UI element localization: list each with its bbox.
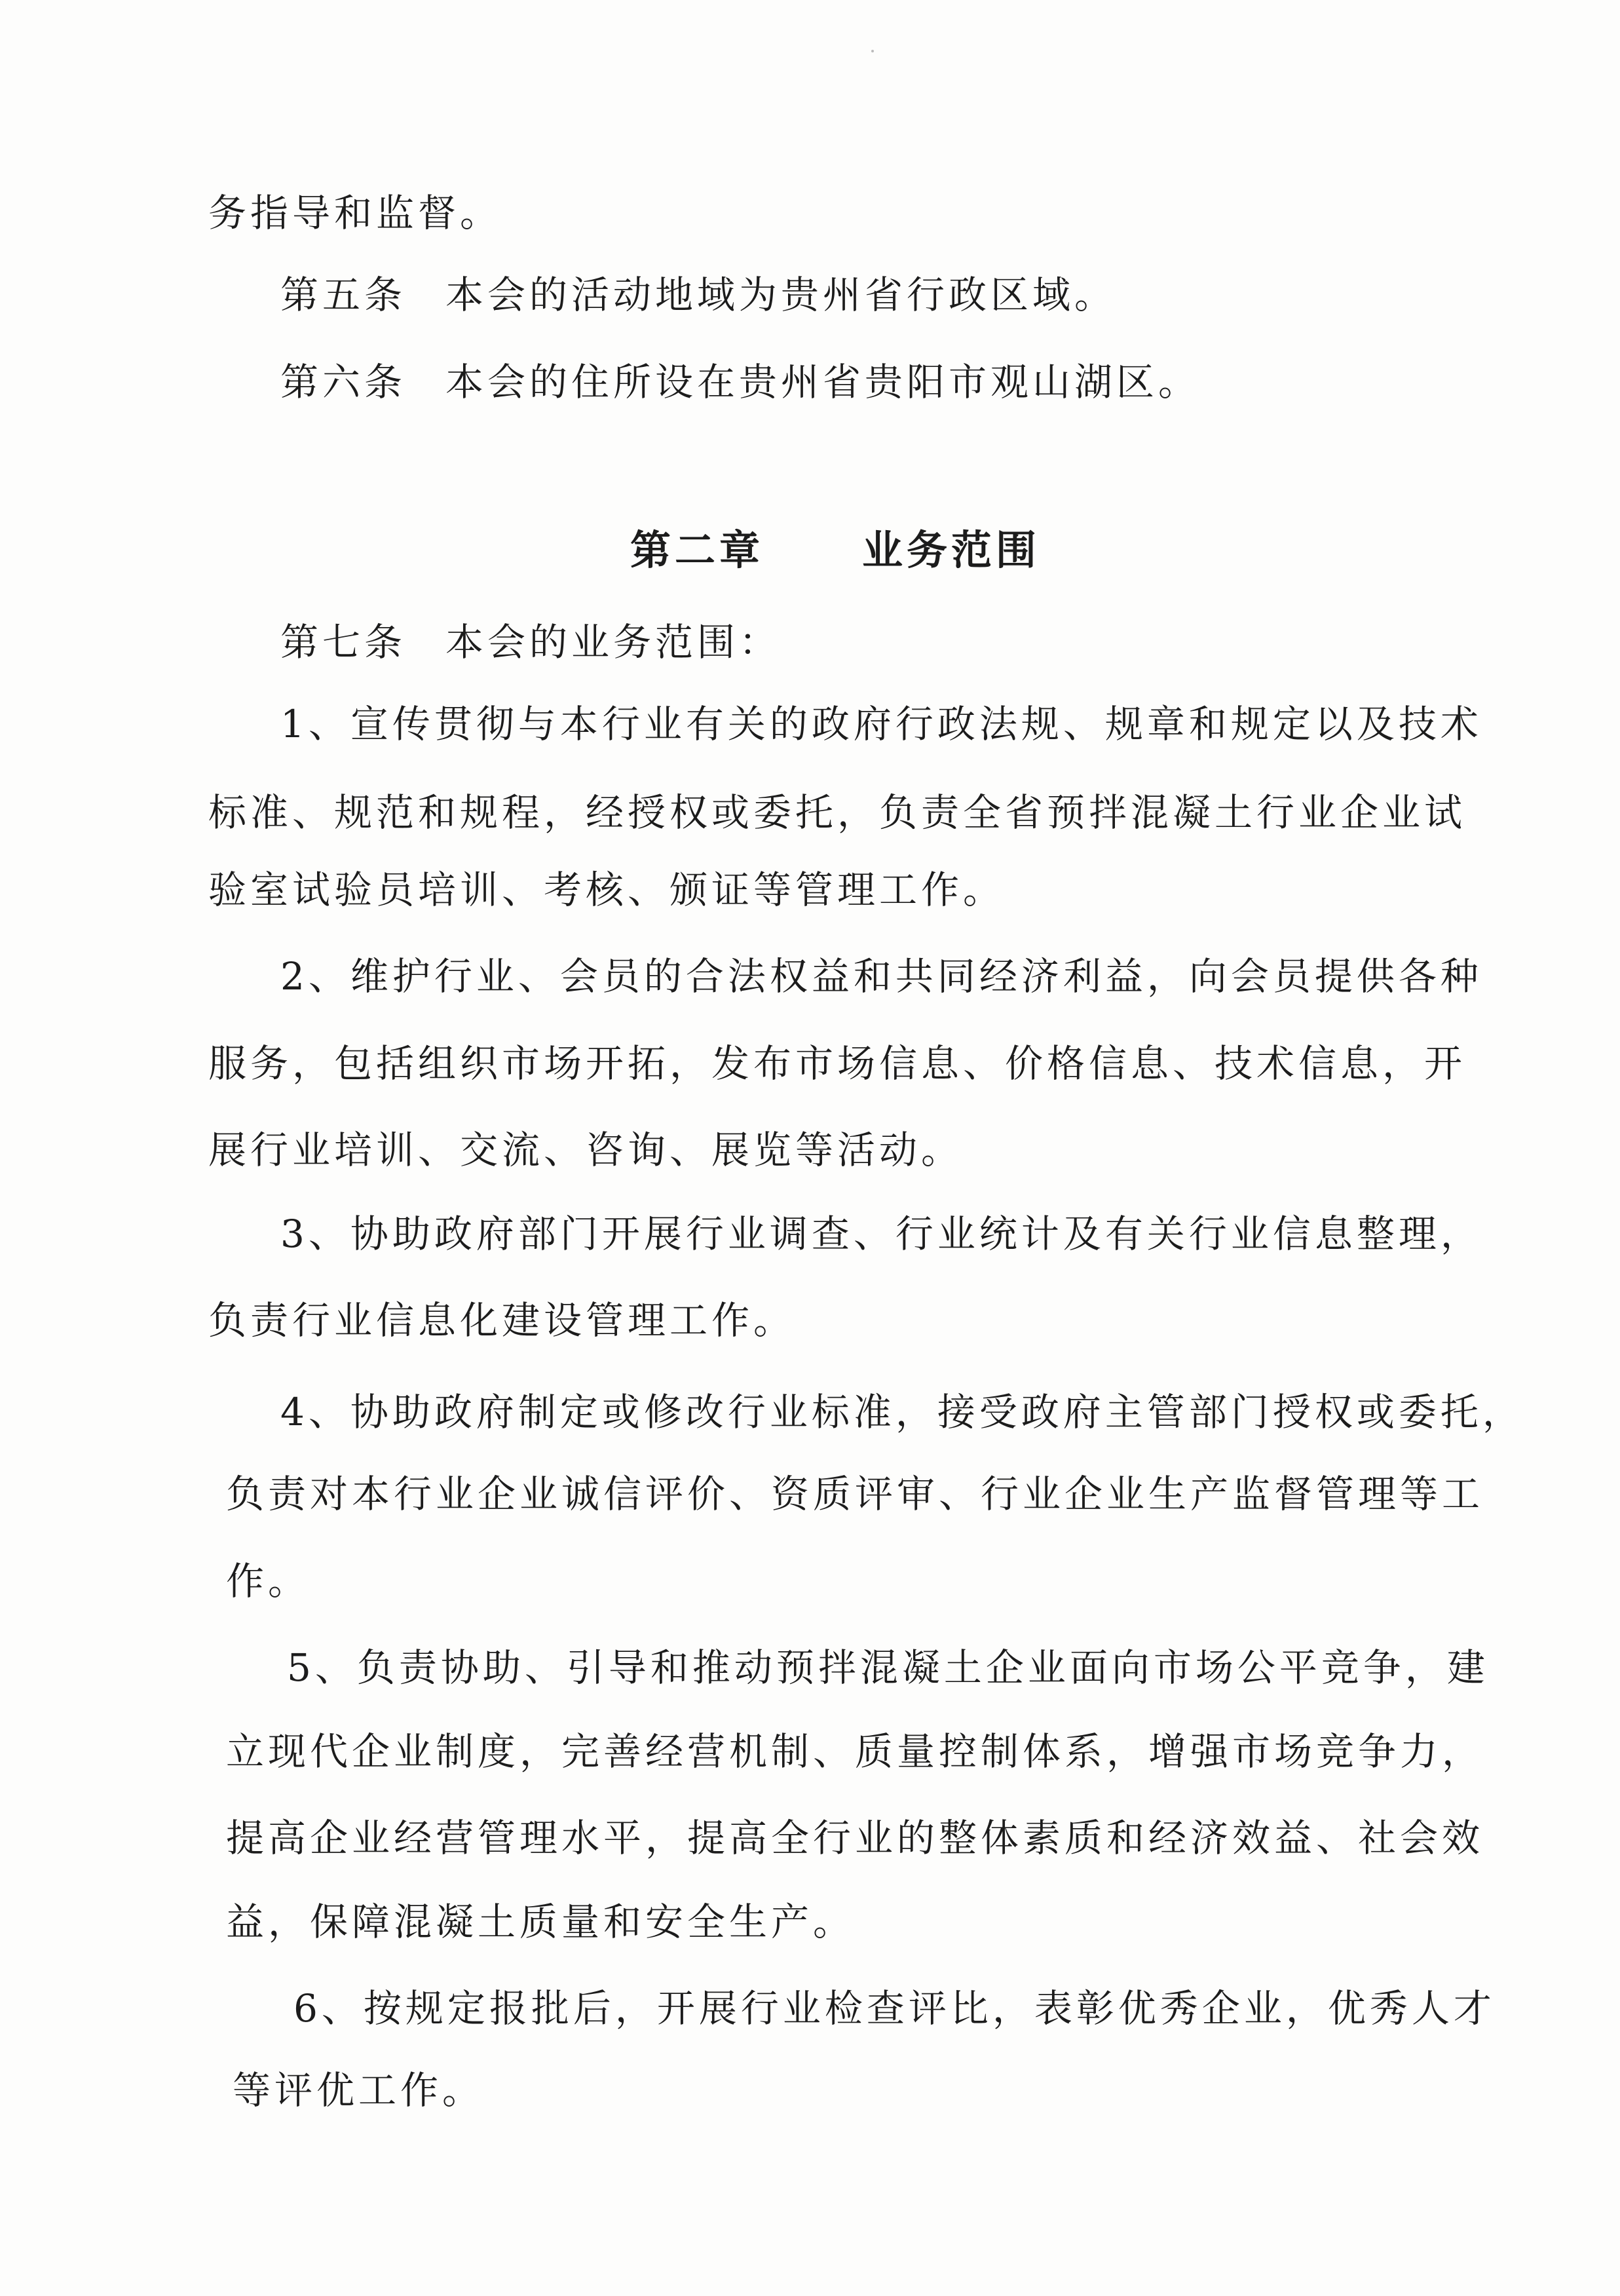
article-4-continuation: 务指导和监督。 <box>208 191 502 235</box>
chapter-label: 第二章 <box>630 526 764 574</box>
article-5-text: 本会的活动地域为贵州省行政区域。 <box>445 273 1117 317</box>
item-6-line-2: 等评优工作。 <box>233 2068 485 2113</box>
item-3-line-2: 负责行业信息化建设管理工作。 <box>208 1298 796 1343</box>
chapter-title: 业务范围 <box>862 526 1041 574</box>
article-5-label: 第五条 <box>280 273 407 317</box>
article-7-label: 第七条 <box>280 620 407 664</box>
item-2-line-2: 服务，包括组织市场开拓，发布市场信息、价格信息、技术信息，开 <box>208 1041 1467 1086</box>
item-3-line-1: 3、协助政府部门开展行业调查、行业统计及有关行业信息整理， <box>280 1212 1482 1256</box>
scan-speck <box>871 50 874 52</box>
article-5 <box>280 269 1116 321</box>
item-1-line-2: 标准、规范和规程，经授权或委托，负责全省预拌混凝土行业企业试 <box>208 790 1467 835</box>
article-6-label: 第六条 <box>280 360 407 404</box>
item-5-line-2: 立现代企业制度，完善经营机制、质量控制体系，增强市场竞争力， <box>226 1729 1484 1774</box>
article-6-text: 本会的住所设在贵州省贵阳市观山湖区。 <box>445 360 1201 404</box>
item-5-line-3: 提高企业经营管理水平，提高全行业的整体素质和经济效益、社会效 <box>226 1816 1484 1860</box>
article-6 <box>280 356 1200 408</box>
item-1-line-3: 验室试验员培训、考核、颁证等管理工作。 <box>208 868 1006 912</box>
item-4-line-3: 作。 <box>226 1559 311 1603</box>
chapter-heading <box>630 523 1040 578</box>
item-4-line-2: 负责对本行业企业诚信评价、资质评审、行业企业生产监督管理等工 <box>226 1472 1484 1516</box>
item-6-line-1: 6、按规定报批后，开展行业检查评比，表彰优秀企业，优秀人才 <box>293 1986 1496 2031</box>
article-7 <box>280 616 781 668</box>
item-2-line-3: 展行业培训、交流、咨询、展览等活动。 <box>208 1128 964 1172</box>
article-7-text: 本会的业务范围： <box>445 620 782 664</box>
item-1-line-1: 1、宣传贯彻与本行业有关的政府行政法规、规章和规定以及技术 <box>280 702 1482 746</box>
item-5-line-4: 益，保障混凝土质量和安全生产。 <box>226 1900 856 1944</box>
item-2-line-1: 2、维护行业、会员的合法权益和共同经济利益，向会员提供各种 <box>280 954 1482 999</box>
item-4-line-1: 4、协助政府制定或修改行业标准，接受政府主管部门授权或委托， <box>280 1390 1524 1434</box>
item-5-line-1: 5、负责协助、引导和推动预拌混凝土企业面向市场公平竞争，建 <box>287 1645 1489 1690</box>
